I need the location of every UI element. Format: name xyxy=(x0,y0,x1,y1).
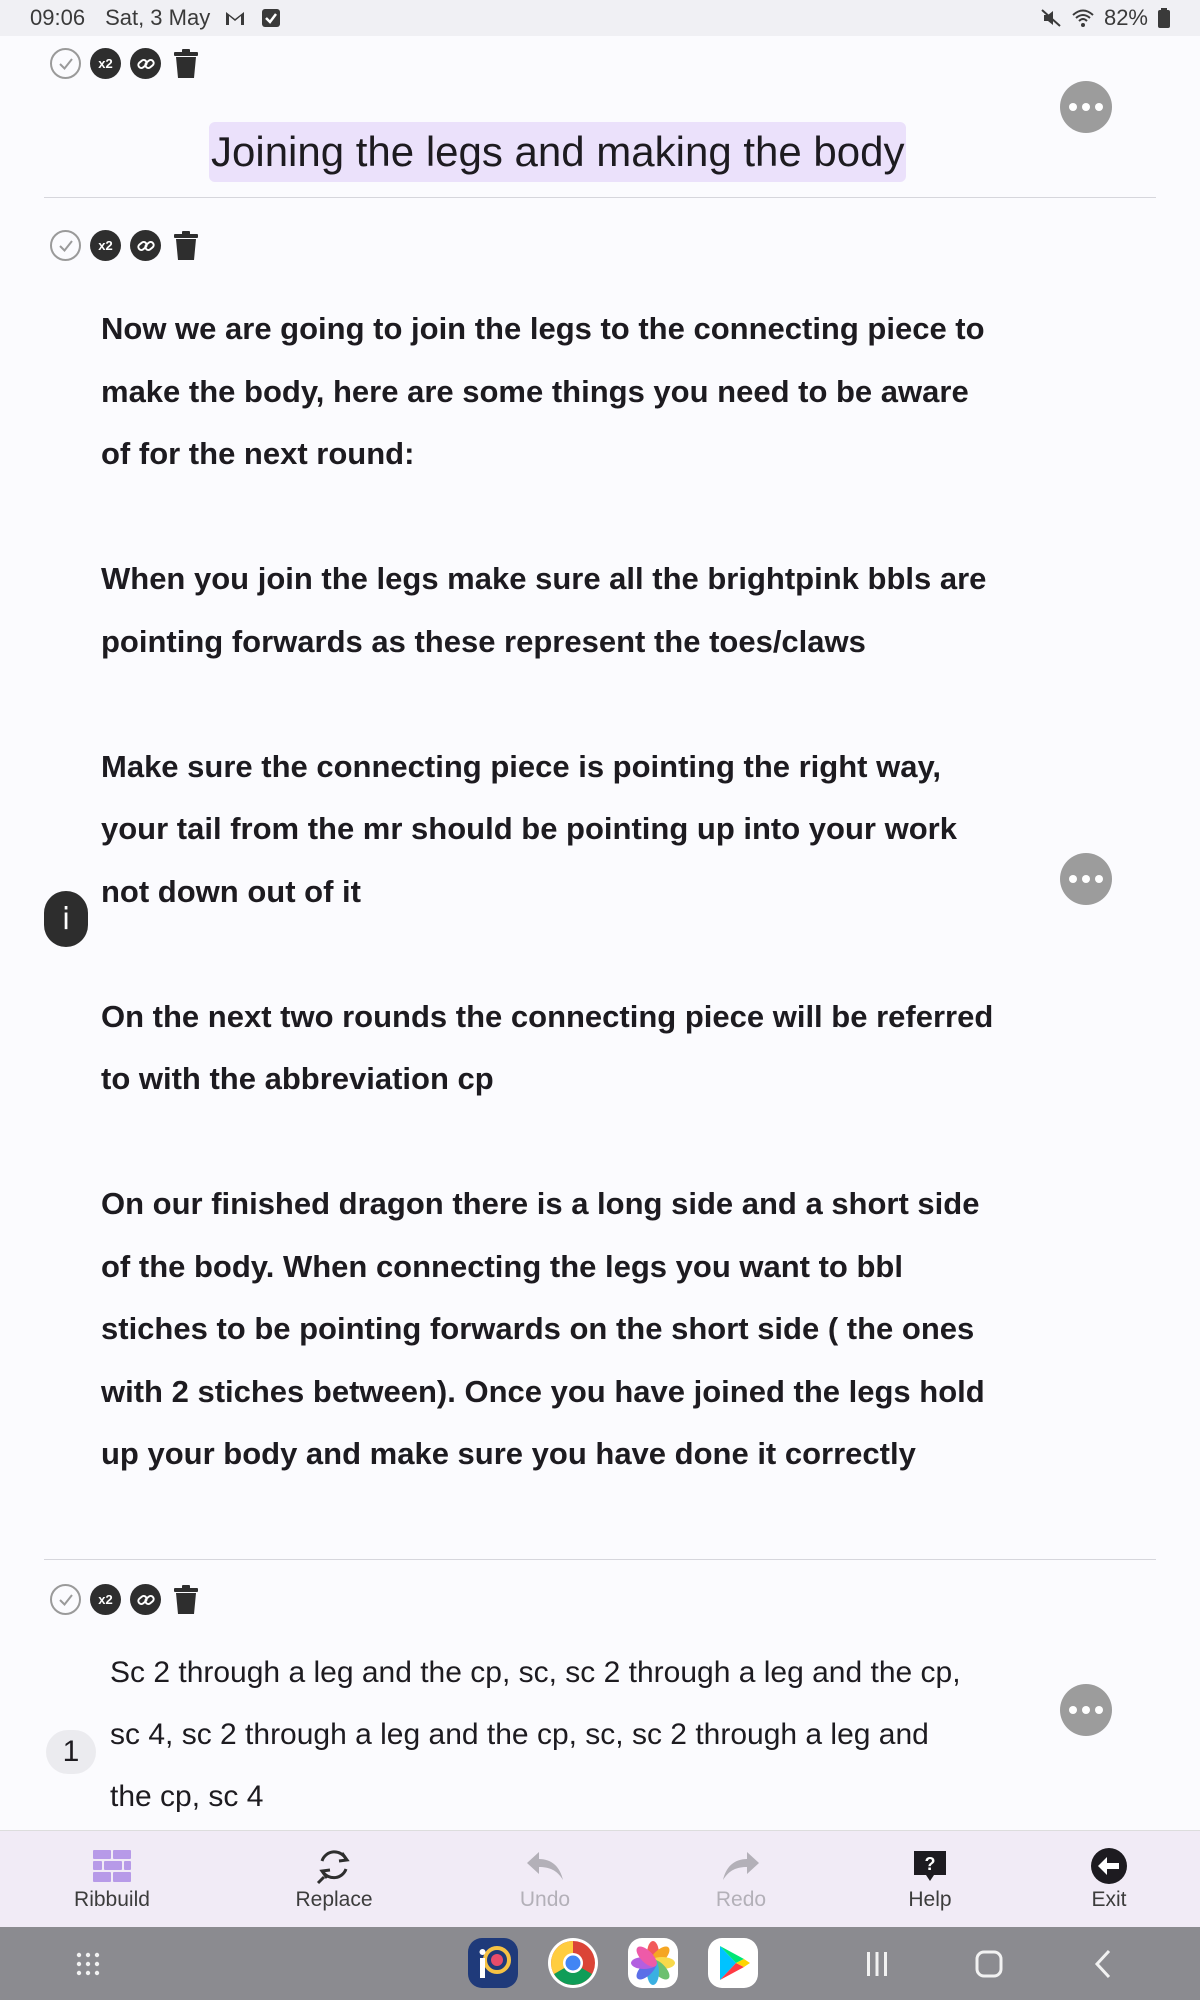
x2-icon: x2 xyxy=(98,1592,113,1607)
trash-icon xyxy=(173,231,199,261)
play-store-app-icon[interactable] xyxy=(708,1938,758,1988)
check-button[interactable] xyxy=(50,230,81,261)
task-check-icon xyxy=(260,8,282,28)
delete-button[interactable] xyxy=(170,48,201,79)
mute-icon xyxy=(1040,8,1062,28)
recent-apps-icon[interactable] xyxy=(866,1951,888,1977)
chrome-app-icon[interactable] xyxy=(548,1938,598,1988)
info-more-button[interactable] xyxy=(1060,853,1112,905)
row-block xyxy=(44,1560,1156,1830)
link-icon xyxy=(136,236,156,256)
row-instruction-text[interactable]: Sc 2 through a leg and the cp, sc, sc 2 through a leg and the cp, sc 4, sc 2 through a leg and the cp, sc, sc 2 through a leg and the cp, sc 4 xyxy=(110,1656,961,1813)
info-text[interactable] xyxy=(101,298,1001,1486)
battery-icon xyxy=(1158,8,1170,28)
exit-button[interactable] xyxy=(1059,1831,1159,1928)
help-icon xyxy=(912,1849,948,1883)
link-button[interactable] xyxy=(130,230,161,261)
replace-label: Replace xyxy=(295,1887,373,1911)
status-time: 09:06 xyxy=(30,5,86,30)
section-title[interactable]: Joining the legs and making the body xyxy=(209,122,906,182)
photos-app-icon[interactable] xyxy=(628,1938,678,1988)
link-button[interactable] xyxy=(130,48,161,79)
row-more-button[interactable] xyxy=(1060,1684,1112,1736)
pattern-content[interactable] xyxy=(0,36,1200,1830)
ibis-paint-app-icon[interactable] xyxy=(468,1938,518,1988)
check-button[interactable] xyxy=(50,1584,81,1615)
help-label: Help xyxy=(908,1887,952,1911)
check-icon xyxy=(57,237,75,255)
help-button[interactable] xyxy=(880,1831,980,1928)
back-icon[interactable] xyxy=(1094,1949,1112,1979)
block-tools xyxy=(50,230,201,261)
title-block xyxy=(44,36,1156,198)
home-icon[interactable] xyxy=(975,1950,1003,1978)
redo-button[interactable] xyxy=(691,1831,791,1928)
wifi-icon xyxy=(1072,8,1094,28)
link-icon xyxy=(136,1590,156,1610)
trash-icon xyxy=(173,1585,199,1615)
battery-percent: 82% xyxy=(1103,5,1148,30)
bottom-toolbar xyxy=(0,1830,1200,1927)
svg-text:?: ? xyxy=(924,1853,936,1874)
bricks-icon xyxy=(91,1848,133,1884)
block-tools xyxy=(50,1584,201,1615)
redo-icon xyxy=(721,1850,761,1882)
status-date: Sat, 3 May xyxy=(105,5,211,30)
trash-icon xyxy=(173,49,199,79)
check-icon xyxy=(57,55,75,73)
check-icon xyxy=(57,1591,75,1609)
status-bar xyxy=(0,0,1200,36)
delete-button[interactable] xyxy=(170,230,201,261)
exit-label: Exit xyxy=(1091,1887,1127,1911)
system-nav-bar xyxy=(0,1927,1200,2000)
check-button[interactable] xyxy=(50,48,81,79)
info-paragraph: On our finished dragon there is a long side and a short side of the body. When connecting the legs you want to bbl stiches to be pointing forwards on the short side ( the ones with 2 stiches between). Once you have joined the legs hold up your body and make sure you have done it correctly xyxy=(101,1186,985,1471)
block-tools xyxy=(50,48,201,79)
ribbuild-label: Ribbuild xyxy=(74,1887,150,1911)
duplicate-x2-button[interactable] xyxy=(90,230,121,261)
row-number-badge: 1 xyxy=(46,1730,96,1774)
link-button[interactable] xyxy=(130,1584,161,1615)
info-paragraph: Now we are going to join the legs to the connecting piece to make the body, here are some things you need to be aware of for the next round: xyxy=(101,311,985,471)
exit-icon xyxy=(1090,1847,1128,1885)
info-paragraph: On the next two rounds the connecting piece will be referred to with the abbreviation cp xyxy=(101,998,994,1096)
undo-button[interactable] xyxy=(495,1831,595,1928)
undo-label: Undo xyxy=(519,1887,571,1911)
redo-label: Redo xyxy=(715,1887,767,1911)
link-icon xyxy=(136,54,156,74)
ribbuild-button[interactable] xyxy=(62,1831,162,1928)
x2-icon: x2 xyxy=(98,238,113,253)
delete-button[interactable] xyxy=(170,1584,201,1615)
replace-icon xyxy=(314,1847,354,1885)
info-paragraph: Make sure the connecting piece is pointing the right way, your tail from the mr should be pointing up into your work not down out of it xyxy=(101,748,957,909)
undo-icon xyxy=(525,1850,565,1882)
gmail-icon xyxy=(224,8,246,28)
info-badge-icon[interactable]: i xyxy=(44,891,88,947)
app-drawer-icon[interactable] xyxy=(76,1952,100,1976)
x2-icon: x2 xyxy=(98,56,113,71)
duplicate-x2-button[interactable] xyxy=(90,1584,121,1615)
title-more-button[interactable] xyxy=(1060,81,1112,133)
info-paragraph: When you join the legs make sure all the brightpink bbls are pointing forwards as these represent the toes/claws xyxy=(101,561,987,659)
replace-button[interactable] xyxy=(284,1831,384,1928)
duplicate-x2-button[interactable] xyxy=(90,48,121,79)
info-block xyxy=(44,198,1156,1595)
